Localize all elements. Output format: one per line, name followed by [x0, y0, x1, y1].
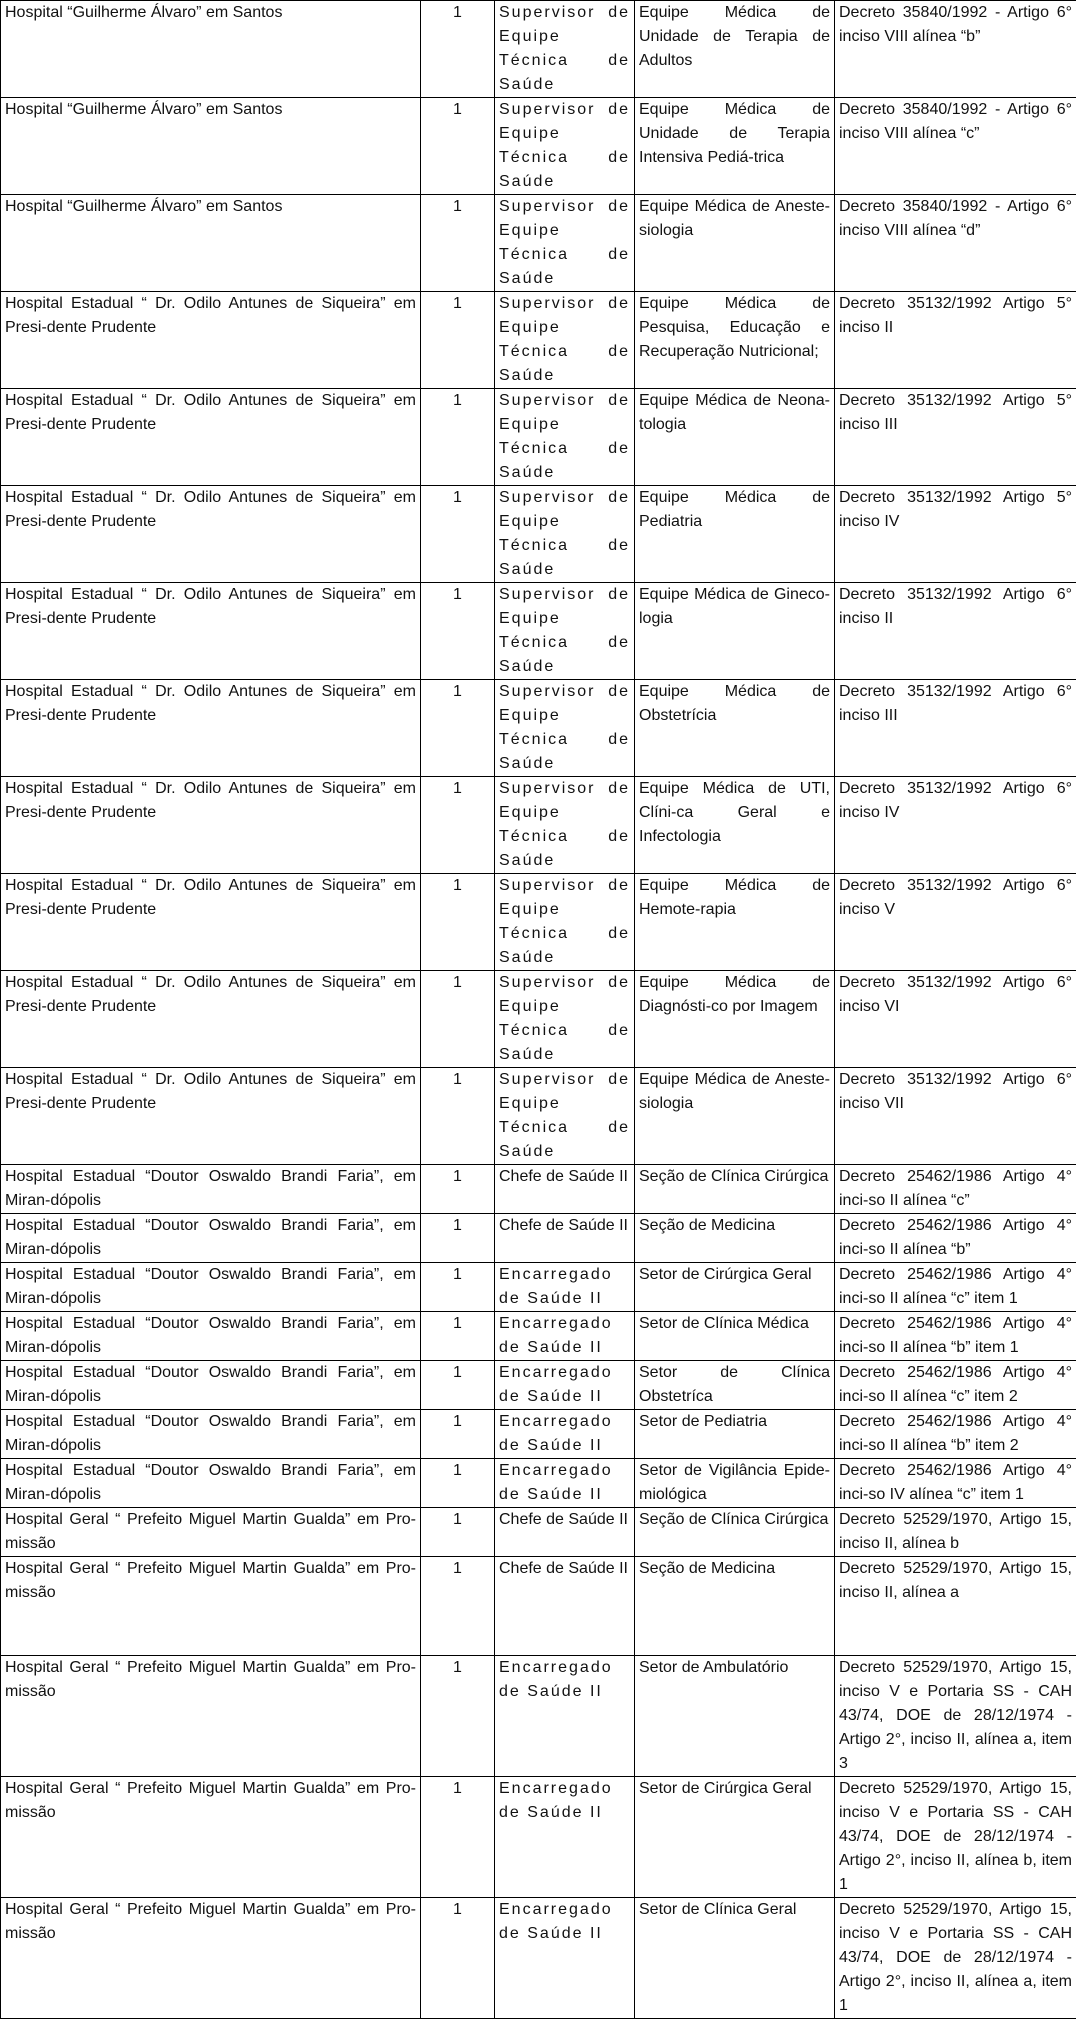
- unit-cell: Hospital Estadual “ Dr. Odilo Antunes de Siqueira” em Presi-dente Prudente: [1, 486, 421, 583]
- table-row: [1, 1459, 1076, 1508]
- role-cell: Supervisor de Equipe Técnica de Saúde: [495, 777, 635, 874]
- table-row: [1, 1068, 1076, 1165]
- role-cell: Encarregado de Saúde II: [495, 1459, 635, 1508]
- legal-basis-cell: Decreto 35132/1992 Artigo 6° inciso II: [835, 583, 1076, 680]
- legal-basis-cell: Decreto 35132/1992 Artigo 6° inciso IV: [835, 777, 1076, 874]
- legal-basis-cell: Decreto 35132/1992 Artigo 6° inciso III: [835, 680, 1076, 777]
- unit-cell: Hospital Estadual “ Dr. Odilo Antunes de Siqueira” em Presi-dente Prudente: [1, 971, 421, 1068]
- unit-cell: Hospital Estadual “Doutor Oswaldo Brandi Faria”, em Miran-dópolis: [1, 1361, 421, 1410]
- role-cell: Encarregado de Saúde II: [495, 1361, 635, 1410]
- team-cell: Equipe Médica de Neona-tologia: [635, 389, 835, 486]
- role-cell: Supervisor de Equipe Técnica de Saúde: [495, 389, 635, 486]
- team-cell: Seção de Clínica Cirúrgica: [635, 1508, 835, 1557]
- table-row: [1, 98, 1076, 195]
- team-cell: Equipe Médica de Unidade de Terapia Intensiva Pediá-trica: [635, 98, 835, 195]
- unit-cell: Hospital Estadual “ Dr. Odilo Antunes de Siqueira” em Presi-dente Prudente: [1, 680, 421, 777]
- unit-cell: Hospital “Guilherme Álvaro” em Santos: [1, 1, 421, 98]
- unit-cell: Hospital Estadual “Doutor Oswaldo Brandi Faria”, em Miran-dópolis: [1, 1214, 421, 1263]
- legal-basis-cell: Decreto 52529/1970, Artigo 15, inciso V e Portaria SS - CAH 43/74, DOE de 28/12/1974 - Artigo 2°, inciso II, alínea a, item 3: [835, 1656, 1076, 1777]
- team-cell: Equipe Médica de Obstetrícia: [635, 680, 835, 777]
- team-cell: Equipe Médica de Unidade de Terapia de Adultos: [635, 1, 835, 98]
- unit-cell: Hospital Estadual “Doutor Oswaldo Brandi Faria”, em Miran-dópolis: [1, 1263, 421, 1312]
- unit-cell: Hospital Estadual “ Dr. Odilo Antunes de Siqueira” em Presi-dente Prudente: [1, 292, 421, 389]
- role-cell: Chefe de Saúde II: [495, 1508, 635, 1557]
- team-cell: Equipe Médica de Hemote-rapia: [635, 874, 835, 971]
- quantity-cell: 1: [421, 1, 495, 98]
- unit-cell: Hospital Estadual “ Dr. Odilo Antunes de Siqueira” em Presi-dente Prudente: [1, 874, 421, 971]
- quantity-cell: 1: [421, 1263, 495, 1312]
- quantity-cell: 1: [421, 1557, 495, 1656]
- quantity-cell: 1: [421, 389, 495, 486]
- table-row: [1, 292, 1076, 389]
- table-row: [1, 1508, 1076, 1557]
- table-row: [1, 1361, 1076, 1410]
- team-cell: Equipe Médica de Aneste-siologia: [635, 1068, 835, 1165]
- unit-cell: Hospital “Guilherme Álvaro” em Santos: [1, 98, 421, 195]
- unit-cell: Hospital Geral “ Prefeito Miguel Martin Gualda” em Pro-missão: [1, 1508, 421, 1557]
- role-cell: Encarregado de Saúde II: [495, 1410, 635, 1459]
- role-cell: Encarregado de Saúde II: [495, 1656, 635, 1777]
- table-row: [1, 486, 1076, 583]
- team-cell: Equipe Médica de Pesquisa, Educação e Recuperação Nutricional;: [635, 292, 835, 389]
- unit-cell: Hospital Estadual “ Dr. Odilo Antunes de Siqueira” em Presi-dente Prudente: [1, 777, 421, 874]
- role-cell: Supervisor de Equipe Técnica de Saúde: [495, 680, 635, 777]
- quantity-cell: 1: [421, 292, 495, 389]
- legal-basis-cell: Decreto 35132/1992 Artigo 6° inciso VII: [835, 1068, 1076, 1165]
- table-row: [1, 1165, 1076, 1214]
- legal-basis-cell: Decreto 25462/1986 Artigo 4° inci-so II alínea “c” item 1: [835, 1263, 1076, 1312]
- team-cell: Setor de Pediatria: [635, 1410, 835, 1459]
- quantity-cell: 1: [421, 1312, 495, 1361]
- role-cell: Supervisor de Equipe Técnica de Saúde: [495, 486, 635, 583]
- role-cell: Encarregado de Saúde II: [495, 1312, 635, 1361]
- role-cell: Encarregado de Saúde II: [495, 1898, 635, 2019]
- quantity-cell: 1: [421, 195, 495, 292]
- unit-cell: Hospital “Guilherme Álvaro” em Santos: [1, 195, 421, 292]
- role-cell: Supervisor de Equipe Técnica de Saúde: [495, 98, 635, 195]
- role-cell: Supervisor de Equipe Técnica de Saúde: [495, 874, 635, 971]
- role-cell: Chefe de Saúde II: [495, 1557, 635, 1656]
- quantity-cell: 1: [421, 1410, 495, 1459]
- quantity-cell: 1: [421, 98, 495, 195]
- legal-basis-cell: Decreto 35840/1992 - Artigo 6° inciso VIII alínea “b”: [835, 1, 1076, 98]
- table-row: [1, 195, 1076, 292]
- role-cell: Chefe de Saúde II: [495, 1165, 635, 1214]
- quantity-cell: 1: [421, 583, 495, 680]
- role-cell: Encarregado de Saúde II: [495, 1263, 635, 1312]
- team-cell: Equipe Médica de Gineco-logia: [635, 583, 835, 680]
- team-cell: Seção de Medicina: [635, 1214, 835, 1263]
- quantity-cell: 1: [421, 1898, 495, 2019]
- quantity-cell: 1: [421, 1656, 495, 1777]
- team-cell: Setor de Cirúrgica Geral: [635, 1263, 835, 1312]
- team-cell: Setor de Vigilância Epide-miológica: [635, 1459, 835, 1508]
- table-row: [1, 971, 1076, 1068]
- unit-cell: Hospital Estadual “ Dr. Odilo Antunes de Siqueira” em Presi-dente Prudente: [1, 389, 421, 486]
- unit-cell: Hospital Geral “ Prefeito Miguel Martin Gualda” em Pro-missão: [1, 1898, 421, 2019]
- table-row: [1, 1214, 1076, 1263]
- unit-cell: Hospital Estadual “Doutor Oswaldo Brandi Faria”, em Miran-dópolis: [1, 1312, 421, 1361]
- team-cell: Seção de Medicina: [635, 1557, 835, 1656]
- table-row: [1, 1263, 1076, 1312]
- team-cell: Setor de Clínica Obstetríca: [635, 1361, 835, 1410]
- unit-cell: Hospital Geral “ Prefeito Miguel Martin Gualda” em Pro-missão: [1, 1777, 421, 1898]
- quantity-cell: 1: [421, 486, 495, 583]
- table-row: [1, 874, 1076, 971]
- table-row: [1, 583, 1076, 680]
- team-cell: Equipe Médica de UTI, Clíni-ca Geral e Infectologia: [635, 777, 835, 874]
- quantity-cell: 1: [421, 1508, 495, 1557]
- quantity-cell: 1: [421, 777, 495, 874]
- quantity-cell: 1: [421, 1361, 495, 1410]
- table-row: [1, 1777, 1076, 1898]
- role-cell: Encarregado de Saúde II: [495, 1777, 635, 1898]
- table-row: [1, 1410, 1076, 1459]
- team-cell: Setor de Cirúrgica Geral: [635, 1777, 835, 1898]
- legal-basis-cell: Decreto 52529/1970, Artigo 15, inciso II, alínea b: [835, 1508, 1076, 1557]
- quantity-cell: 1: [421, 680, 495, 777]
- team-cell: Setor de Clínica Médica: [635, 1312, 835, 1361]
- legal-basis-cell: Decreto 35132/1992 Artigo 5° inciso II: [835, 292, 1076, 389]
- role-cell: Supervisor de Equipe Técnica de Saúde: [495, 1, 635, 98]
- legal-basis-cell: Decreto 35132/1992 Artigo 5° inciso III: [835, 389, 1076, 486]
- unit-cell: Hospital Estadual “ Dr. Odilo Antunes de Siqueira” em Presi-dente Prudente: [1, 1068, 421, 1165]
- quantity-cell: 1: [421, 1214, 495, 1263]
- table-row: [1, 1, 1076, 98]
- team-cell: Seção de Clínica Cirúrgica: [635, 1165, 835, 1214]
- table-row: [1, 1898, 1076, 2019]
- role-cell: Supervisor de Equipe Técnica de Saúde: [495, 1068, 635, 1165]
- legal-basis-cell: Decreto 35132/1992 Artigo 6° inciso V: [835, 874, 1076, 971]
- team-cell: Equipe Médica de Diagnósti-co por Imagem: [635, 971, 835, 1068]
- legal-basis-cell: Decreto 25462/1986 Artigo 4° inci-so II alínea “b” item 1: [835, 1312, 1076, 1361]
- legal-basis-cell: Decreto 25462/1986 Artigo 4° inci-so II alínea “b” item 2: [835, 1410, 1076, 1459]
- quantity-cell: 1: [421, 1459, 495, 1508]
- table-row: [1, 389, 1076, 486]
- legal-basis-cell: Decreto 25462/1986 Artigo 4° inci-so II alínea “c”: [835, 1165, 1076, 1214]
- unit-cell: Hospital Geral “ Prefeito Miguel Martin Gualda” em Pro-missão: [1, 1557, 421, 1656]
- legal-basis-cell: Decreto 35840/1992 - Artigo 6° inciso VIII alínea “d”: [835, 195, 1076, 292]
- legal-basis-cell: Decreto 25462/1986 Artigo 4° inci-so IV alínea “c” item 1: [835, 1459, 1076, 1508]
- legal-basis-cell: Decreto 52529/1970, Artigo 15, inciso II, alínea a: [835, 1557, 1076, 1656]
- team-cell: Setor de Clínica Geral: [635, 1898, 835, 2019]
- legal-basis-cell: Decreto 52529/1970, Artigo 15, inciso V e Portaria SS - CAH 43/74, DOE de 28/12/1974 - Artigo 2°, inciso II, alínea a, item 1: [835, 1898, 1076, 2019]
- role-cell: Supervisor de Equipe Técnica de Saúde: [495, 583, 635, 680]
- quantity-cell: 1: [421, 1068, 495, 1165]
- unit-cell: Hospital Estadual “ Dr. Odilo Antunes de Siqueira” em Presi-dente Prudente: [1, 583, 421, 680]
- table-row: [1, 1557, 1076, 1656]
- table-row: [1, 1656, 1076, 1777]
- quantity-cell: 1: [421, 1777, 495, 1898]
- legal-basis-cell: Decreto 35840/1992 - Artigo 6° inciso VIII alínea “c”: [835, 98, 1076, 195]
- unit-cell: Hospital Estadual “Doutor Oswaldo Brandi Faria”, em Miran-dópolis: [1, 1459, 421, 1508]
- legal-basis-cell: Decreto 52529/1970, Artigo 15, inciso V e Portaria SS - CAH 43/74, DOE de 28/12/1974 - Artigo 2°, inciso II, alínea b, item 1: [835, 1777, 1076, 1898]
- legal-basis-cell: Decreto 35132/1992 Artigo 5° inciso IV: [835, 486, 1076, 583]
- role-cell: Chefe de Saúde II: [495, 1214, 635, 1263]
- table-row: [1, 777, 1076, 874]
- table-body: [1, 1, 1076, 2019]
- table-row: [1, 1312, 1076, 1361]
- legal-basis-cell: Decreto 25462/1986 Artigo 4° inci-so II alínea “c” item 2: [835, 1361, 1076, 1410]
- team-cell: Equipe Médica de Aneste-siologia: [635, 195, 835, 292]
- unit-cell: Hospital Geral “ Prefeito Miguel Martin Gualda” em Pro-missão: [1, 1656, 421, 1777]
- role-cell: Supervisor de Equipe Técnica de Saúde: [495, 195, 635, 292]
- legal-basis-cell: Decreto 25462/1986 Artigo 4° inci-so II alínea “b”: [835, 1214, 1076, 1263]
- quantity-cell: 1: [421, 1165, 495, 1214]
- quantity-cell: 1: [421, 971, 495, 1068]
- team-cell: Setor de Ambulatório: [635, 1656, 835, 1777]
- legal-basis-cell: Decreto 35132/1992 Artigo 6° inciso VI: [835, 971, 1076, 1068]
- role-cell: Supervisor de Equipe Técnica de Saúde: [495, 292, 635, 389]
- table-row: [1, 680, 1076, 777]
- unit-cell: Hospital Estadual “Doutor Oswaldo Brandi Faria”, em Miran-dópolis: [1, 1410, 421, 1459]
- team-cell: Equipe Médica de Pediatria: [635, 486, 835, 583]
- quantity-cell: 1: [421, 874, 495, 971]
- role-cell: Supervisor de Equipe Técnica de Saúde: [495, 971, 635, 1068]
- unit-cell: Hospital Estadual “Doutor Oswaldo Brandi Faria”, em Miran-dópolis: [1, 1165, 421, 1214]
